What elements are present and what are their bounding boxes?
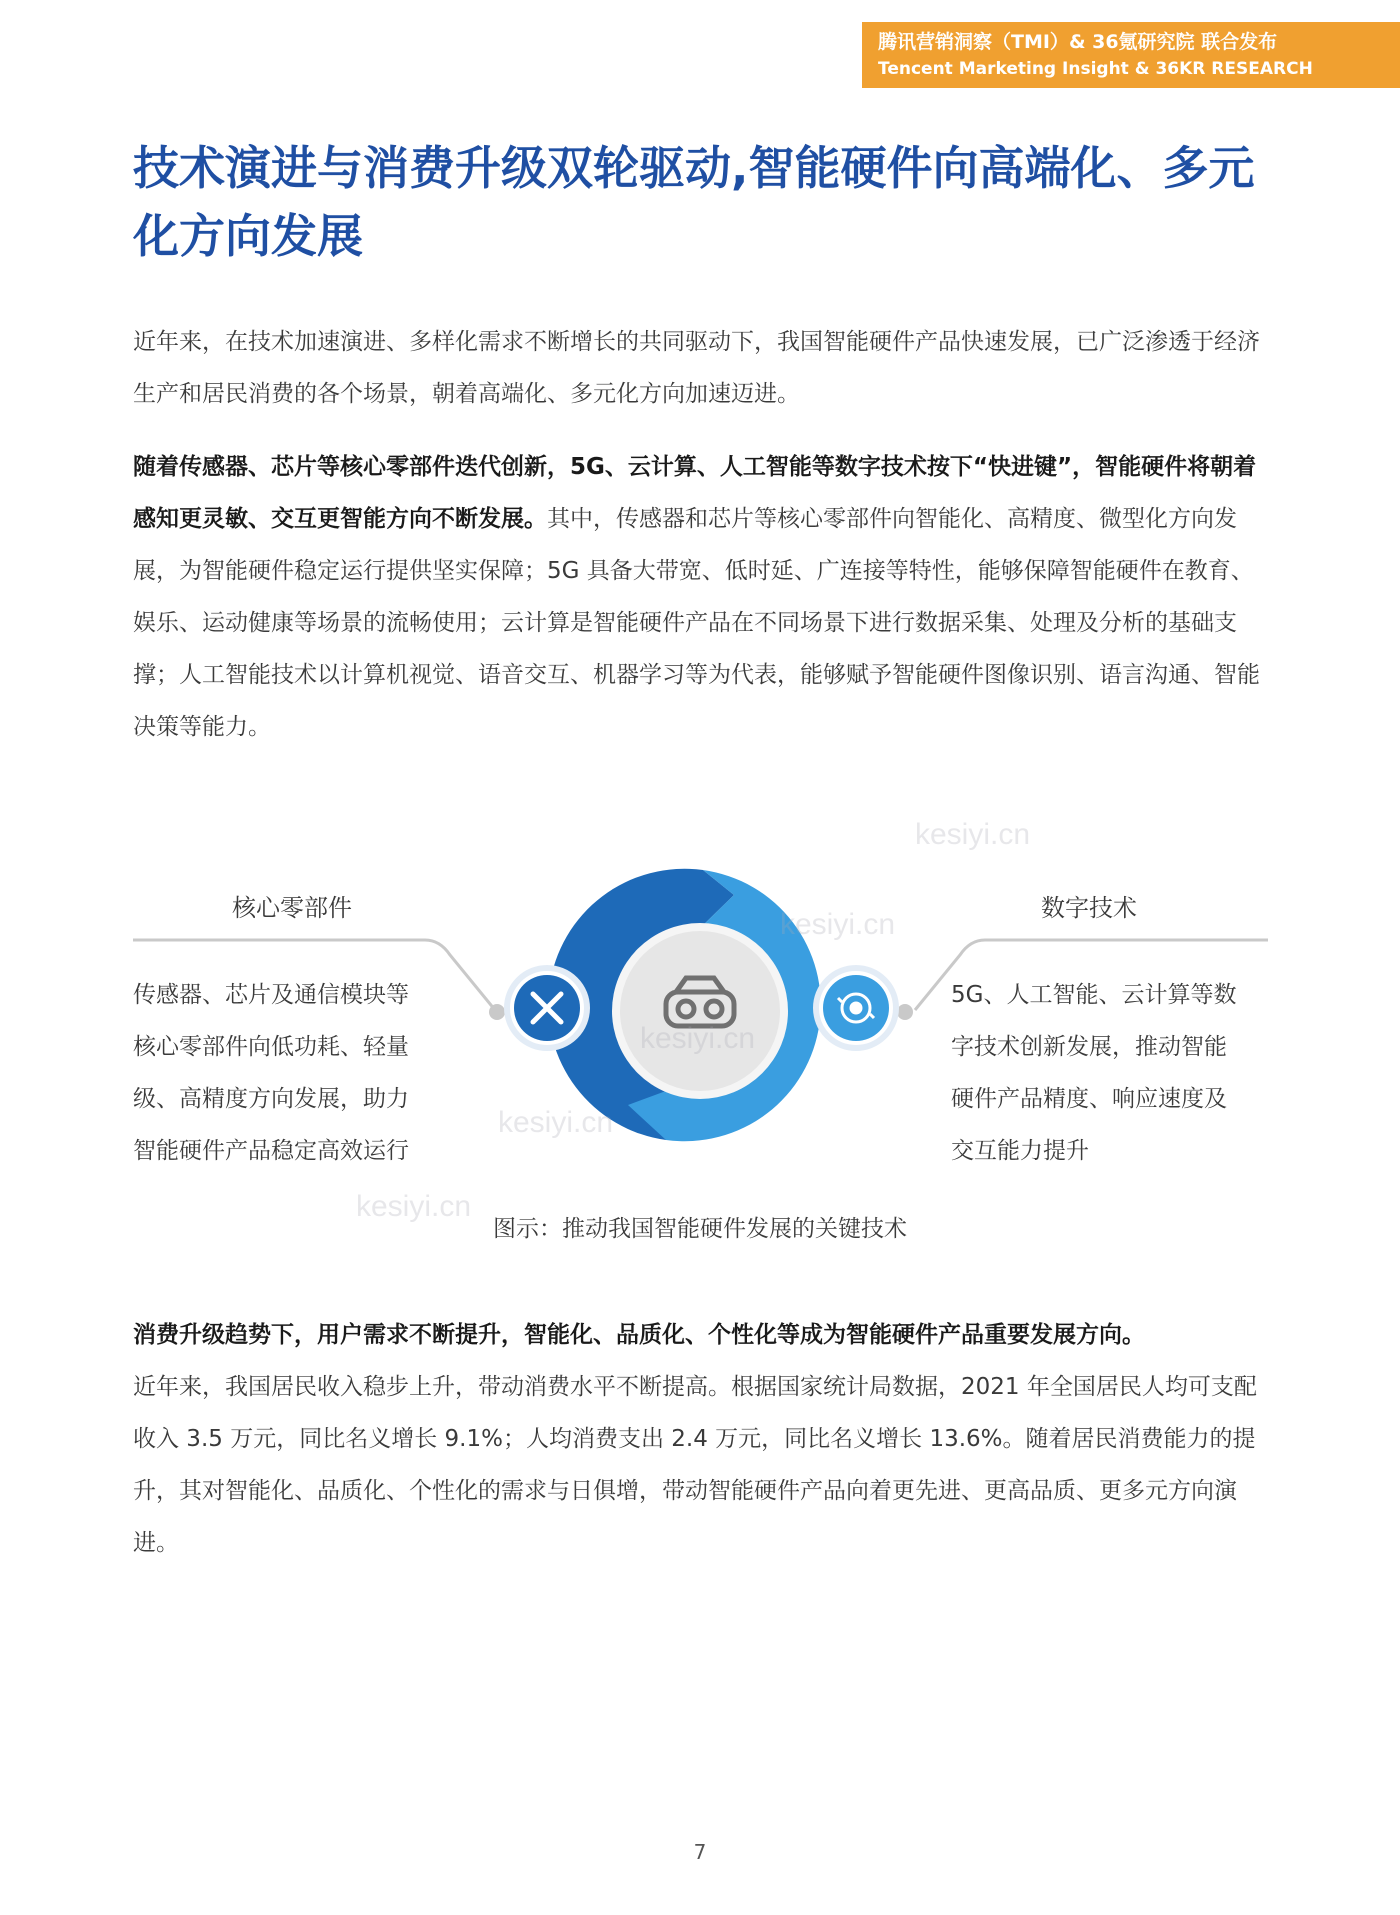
publisher-line-en: Tencent Marketing Insight & 36KR RESEARCH	[878, 59, 1313, 79]
left-connector-dot	[489, 1004, 505, 1020]
consumption-paragraph	[133, 1309, 1268, 1569]
watermark-text: kesiyi.cn	[640, 1022, 756, 1055]
left-description-line: 级、高精度方向发展，助力	[133, 1086, 409, 1112]
publisher-badge	[862, 22, 1400, 88]
watermark-text: kesiyi.cn	[498, 1106, 614, 1139]
right-description-line: 5G、人工智能、云计算等数	[951, 982, 1237, 1008]
left-description-line: 传感器、芯片及通信模块等	[133, 982, 409, 1008]
right-description-line: 交互能力提升	[951, 1138, 1089, 1164]
left-description-line: 核心零部件向低功耗、轻量	[133, 1034, 409, 1060]
page-number: 7	[693, 1840, 707, 1864]
publisher-line-cn: 腾讯营销洞察（TMI）& 36氪研究院 联合发布	[878, 31, 1278, 53]
left-description	[133, 969, 463, 1177]
right-connector-dot	[897, 1004, 913, 1020]
watermark-text: kesiyi.cn	[915, 818, 1031, 851]
technology-paragraph	[133, 441, 1268, 753]
technology-paragraph-body: 其中，传感器和芯片等核心零部件向智能化、高精度、微型化方向发展，为智能硬件稳定运行提供坚实保障；5G 具备大带宽、低时延、广连接等特性，能够保障智能硬件在教育、娱乐、运动健康等场景的流畅使用；云计算是智能硬件产品在不同场景下进行数据采集、处理及分析的基础支撑；人工智能技术以计算机视觉、语音交互、机器学习等为代表，能够赋予智能硬件图像识别、语言沟通、智能决策等能力。	[133, 506, 1260, 740]
page-title: 技术演进与消费升级双轮驱动,智能硬件向高端化、多元化方向发展	[133, 141, 1255, 263]
diagram-caption: 图示：推动我国智能硬件发展的关键技术	[493, 1216, 907, 1242]
right-description	[951, 969, 1281, 1177]
watermark-text: kesiyi.cn	[356, 1190, 472, 1223]
left-title: 核心零部件	[232, 894, 352, 922]
right-description-line: 字技术创新发展，推动智能	[951, 1034, 1227, 1060]
left-description-line: 智能硬件产品稳定高效运行	[133, 1138, 409, 1164]
right-description-line: 硬件产品精度、响应速度及	[951, 1086, 1227, 1112]
intro-paragraph: 近年来，在技术加速演进、多样化需求不断增长的共同驱动下，我国智能硬件产品快速发展，已广泛渗透于经济生产和居民消费的各个场景，朝着高端化、多元化方向加速迈进。	[133, 329, 1260, 407]
consumption-paragraph-body: 近年来，我国居民收入稳步上升，带动消费水平不断提高。根据国家统计局数据，2021 年全国居民人均可支配收入 3.5 万元，同比名义增长 9.1%；人均消费支出 2.4 万元，同比名义增长 13.6%。随着居民消费能力的提升，其对智能化、品质化、个性化的需求与日俱增，带动智能硬件产品向着更先进、更高品质、更多元方向演进。	[133, 1374, 1257, 1556]
technology-paragraph-lead: 随着传感器、芯片等核心零部件迭代创新，5G、云计算、人工智能等数字技术按下“快进键”，智能硬件将朝着感知更灵敏、交互更智能方向不断发展。	[133, 454, 1257, 532]
watermark-text: kesiyi.cn	[780, 908, 896, 941]
consumption-paragraph-lead: 消费升级趋势下，用户需求不断提升，智能化、品质化、个性化等成为智能硬件产品重要发展方向。	[133, 1322, 1145, 1348]
center-circle	[620, 931, 780, 1091]
right-title: 数字技术	[1041, 894, 1137, 922]
